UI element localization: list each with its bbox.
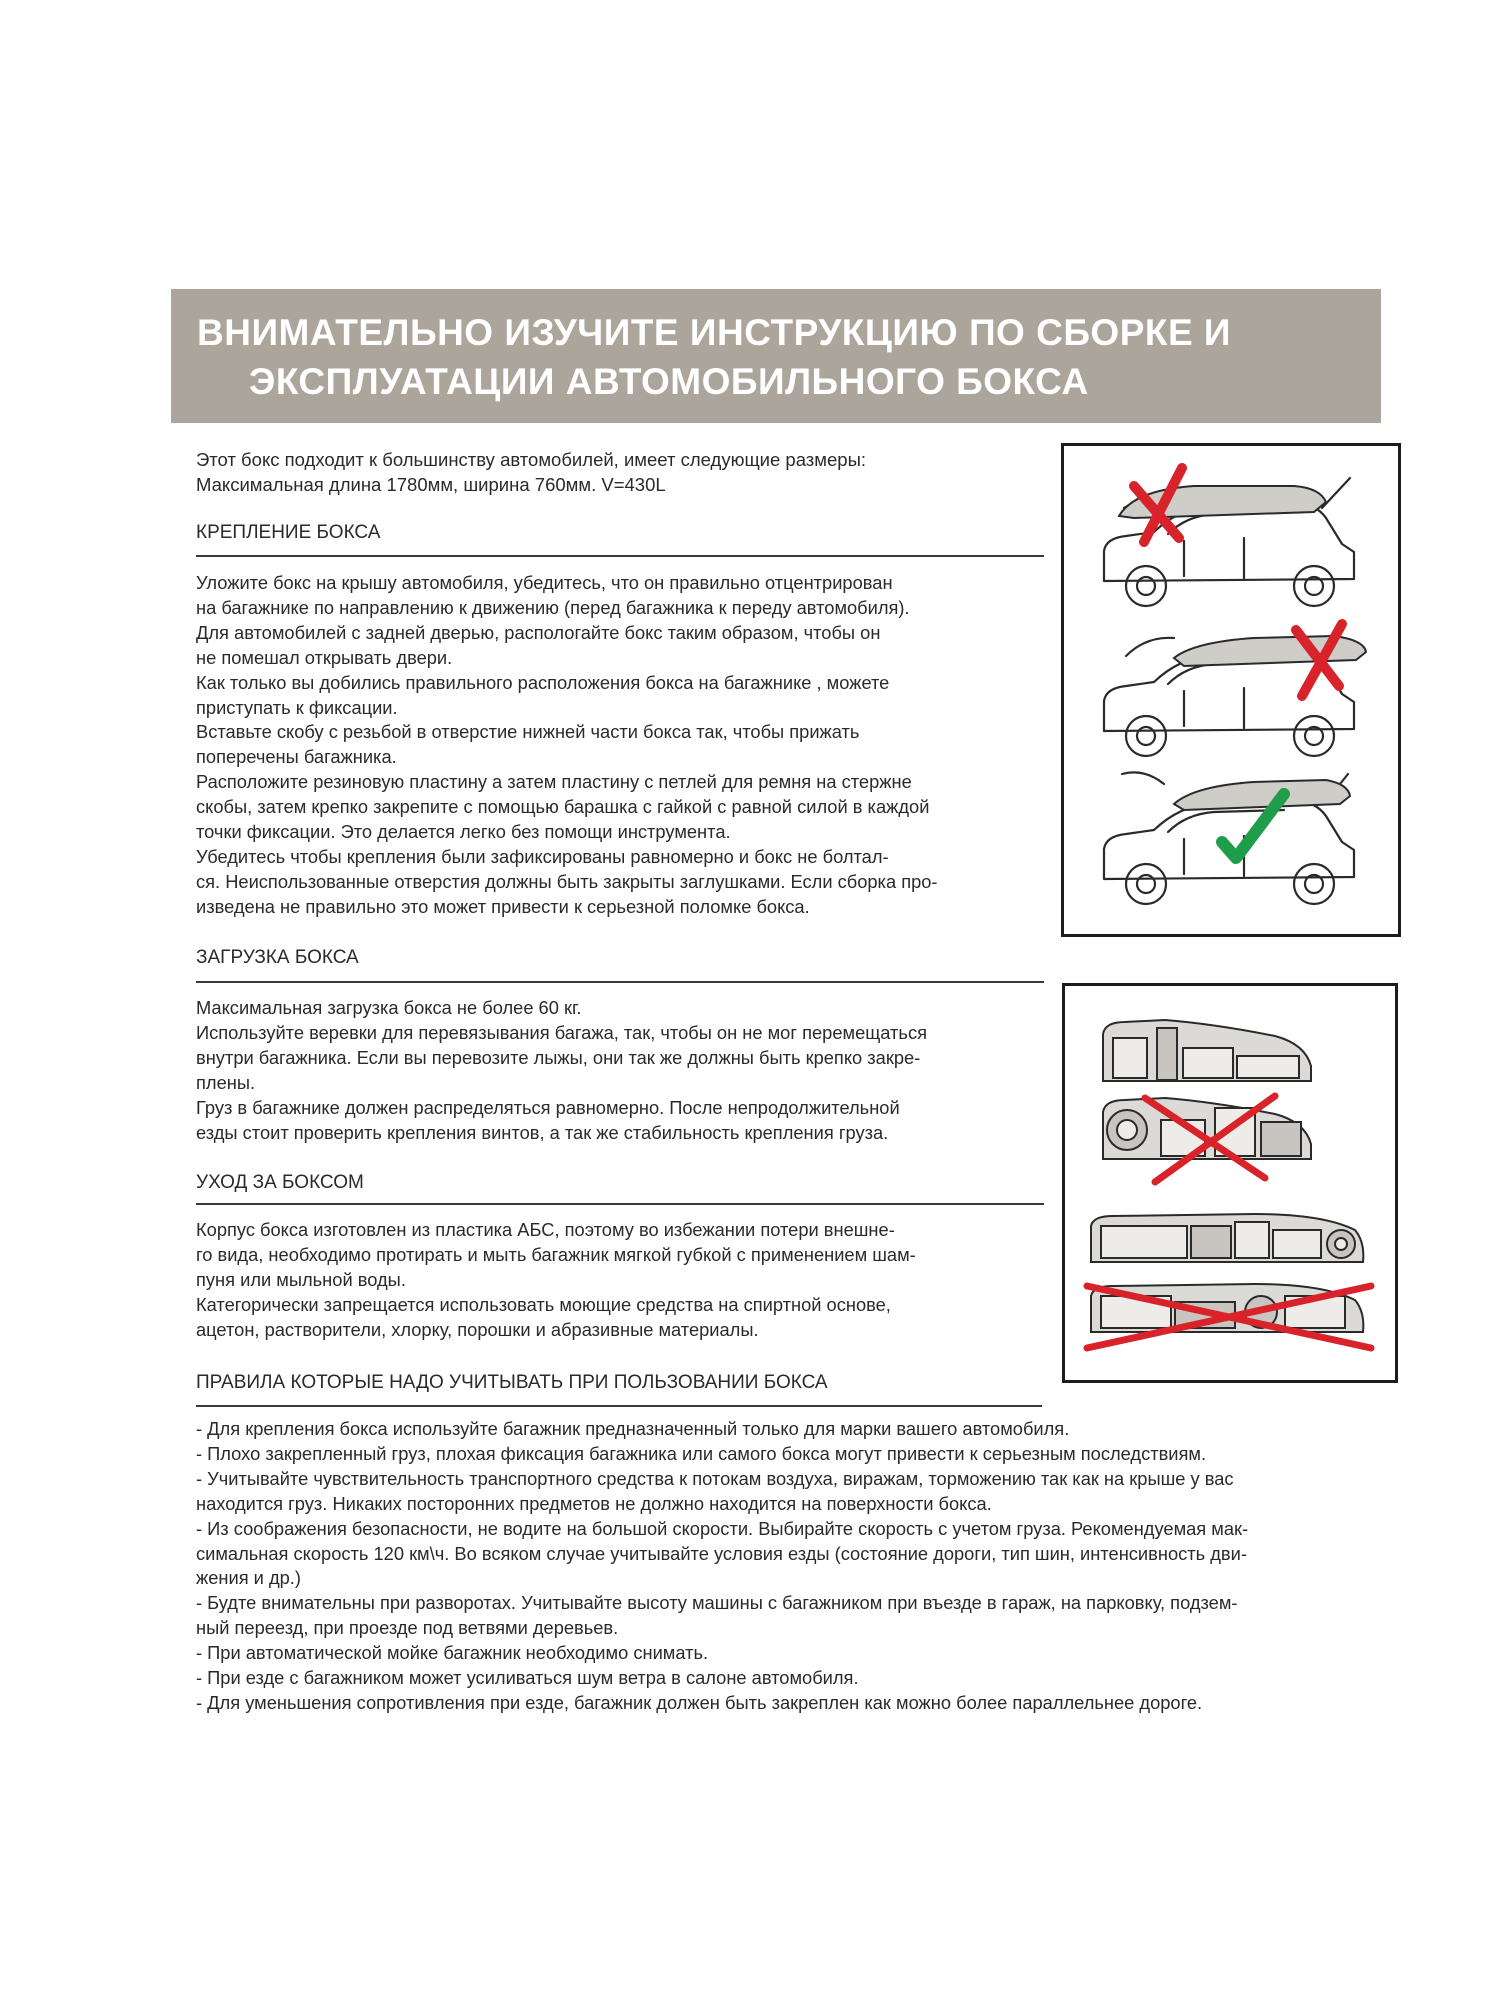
text-line: го вида, необходимо протирать и мыть багажник мягкой губкой с применением шам- <box>196 1243 916 1265</box>
text-line: жения и др.) <box>196 1567 301 1589</box>
section-title-loading: ЗАГРУЗКА БОКСА <box>196 947 359 968</box>
text-line: ацетон, растворители, хлорку, порошки и абразивные материалы. <box>196 1318 759 1340</box>
text-line: внутри багажника. Если вы перевозите лыжы, они так же должны быть крепко закре- <box>196 1046 921 1068</box>
text-line: находится груз. Никаких посторонних предметов не должно находится на поверхности бокса. <box>196 1492 992 1514</box>
text-line: Используйте веревки для перевязывания багажа, так, чтобы он не мог перемещаться <box>196 1021 927 1043</box>
text-line: Расположите резиновую пластину а затем пластину с петлей для ремня на стержне <box>196 771 912 793</box>
section-divider <box>196 1203 1044 1205</box>
text-line: поперечены багажника. <box>196 746 397 768</box>
text-line: точки фиксации. Это делается легко без помощи инструмента. <box>196 821 731 843</box>
section-title-care: УХОД ЗА БОКСОМ <box>196 1172 364 1193</box>
text-line: скобы, затем крепко закрепите с помощью барашка с гайкой с равной силой в каждой <box>196 796 930 818</box>
cargo-box-drawing <box>1091 1284 1363 1332</box>
text-line: Уложите бокс на крышу автомобиля, убедитесь, что он правильно отцентрирован <box>196 572 893 593</box>
text-line: не помешал открывать двери. <box>196 646 453 668</box>
intro-line: Этот бокс подходит к большинству автомобилей, имеет следующие размеры: <box>196 449 867 470</box>
roof-box <box>1174 780 1350 810</box>
text-line: - Будте внимательны при разворотах. Учитывайте высоту машины с багажником при въезде в гараж, на парковку, подзем- <box>196 1592 1238 1614</box>
text-line: на багажнике по направлению к движению (перед багажника к переду автомобиля). <box>196 596 910 618</box>
care-text <box>196 1218 1046 1343</box>
section-title-mounting: КРЕПЛЕНИЕ БОКСА <box>196 522 381 543</box>
text-line: Как только вы добились правильного расположения бокса на багажнике , можете <box>196 671 890 693</box>
text-line: - Учитывайте чувствительность транспортного средства к потокам воздуха, виражам, торможению так как на крыше у вас <box>196 1467 1234 1489</box>
section-title-rules: ПРАВИЛА КОТОРЫЕ НАДО УЧИТЫВАТЬ ПРИ ПОЛЬЗОВАНИИ БОКСА <box>196 1372 828 1393</box>
text-line: Для автомобилей с задней дверью, распологайте бокс таким образом, чтобы он <box>196 621 881 643</box>
text-line: езды стоит проверить крепления винтов, а так же стабильность крепления груза. <box>196 1121 889 1143</box>
text-line: - Плохо закрепленный груз, плохая фиксация багажника или самого бокса могут привести к серьезным последствиям. <box>196 1442 1207 1464</box>
text-line: - Для крепления бокса используйте багажник предназначенный только для марки вашего автомобиля. <box>196 1418 1070 1439</box>
cargo-box-drawing <box>1091 1214 1363 1262</box>
section-divider <box>196 981 1044 983</box>
text-line: - Из соображения безопасности, не водите на большой скорости. Выбирайте скорость с учетом груза. Рекомендуемая мак- <box>196 1517 1249 1539</box>
rules-list <box>196 1417 1396 1716</box>
text-line: ный переезд, при проезде под ветвями деревьев. <box>196 1617 619 1639</box>
title-line-2: ЭКСПЛУАТАЦИИ АВТОМОБИЛЬНОГО БОКСА <box>249 361 1089 402</box>
text-line: ся. Неиспользованные отверстия должны быть закрыты заглушками. Если сборка про- <box>196 870 938 892</box>
text-line: - При езде с багажником может усиливаться шум ветра в салоне автомобиля. <box>196 1667 859 1689</box>
loading-text <box>196 996 1046 1145</box>
text-line: плены. <box>196 1071 256 1093</box>
text-line: Корпус бокса изготовлен из пластика АБС, поэтому во избежании потери внешне- <box>196 1219 895 1240</box>
text-line: Категорически запрещается использовать моющие средства на спиртной основе, <box>196 1293 891 1315</box>
cargo-box-drawing <box>1103 1020 1311 1081</box>
text-line: Убедитесь чтобы крепления были зафиксированы равномерно и бокс не болтал- <box>196 845 889 867</box>
title-banner <box>171 289 1381 423</box>
mounting-text <box>196 571 1046 920</box>
text-line: Груз в багажнике должен распределяться равномерно. После непродолжительной <box>196 1096 900 1118</box>
text-line: пуня или мыльной воды. <box>196 1268 406 1290</box>
car-placement-illustration <box>1061 443 1401 937</box>
section-divider <box>196 1405 1042 1407</box>
text-line: симальная скорость 120 км\ч. Во всяком случае учитывайте условия езды (состояние дороги, тип шин, интенсивность дви- <box>196 1542 1247 1564</box>
title-line-1: ВНИМАТЕЛЬНО ИЗУЧИТЕ ИНСТРУКЦИЮ ПО СБОРКЕ И <box>197 312 1232 353</box>
intro-line: Максимальная длина 1780мм, ширина 760мм. V=430L <box>196 474 666 495</box>
section-divider <box>196 555 1044 557</box>
text-line: Вставьте скобу с резьбой в отверстие нижней части бокса так, чтобы прижать <box>196 721 860 743</box>
cargo-box-drawing <box>1103 1098 1311 1159</box>
text-line: Максимальная загрузка бокса не более 60 кг. <box>196 997 582 1018</box>
cargo-distribution-illustration <box>1062 983 1398 1383</box>
text-line: - Для уменьшения сопротивления при езде, багажник должен быть закреплен как можно более параллельнее дороге. <box>196 1691 1203 1713</box>
text-line: изведена не правильно это может привести к серьезной поломке бокса. <box>196 895 810 917</box>
intro-text <box>196 447 1026 497</box>
text-line: приступать к фиксации. <box>196 696 398 718</box>
text-line: - При автоматической мойке багажник необходимо снимать. <box>196 1642 709 1664</box>
